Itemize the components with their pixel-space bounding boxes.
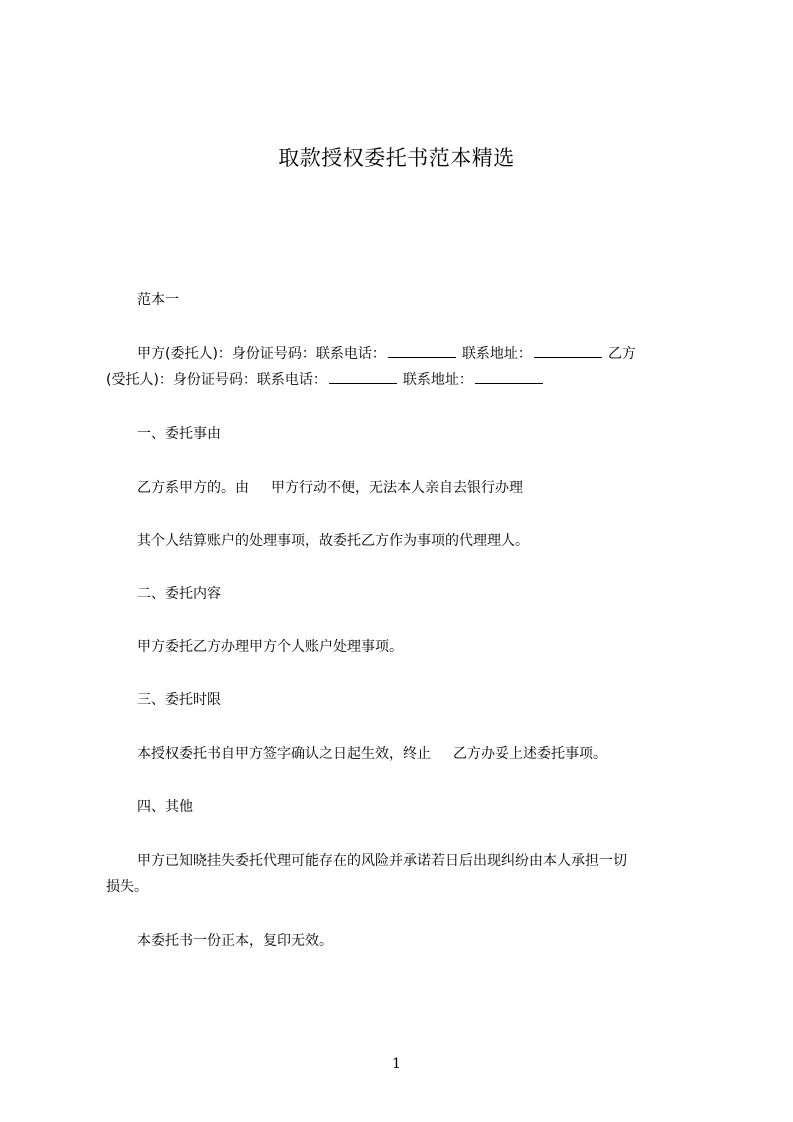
section-1-line-1-b: 甲方行动不便，无法本人亲自去银行办理 [271,480,523,496]
section-4-line-2: 损失。 [106,879,148,895]
party-b-line [106,370,549,390]
section-2-line-1: 甲方委托乙方办理甲方个人账户处理事项。 [137,639,403,655]
party-a-address-blank [534,344,602,358]
document-title: 取款授权委托书范本精选 [278,146,515,170]
party-b-address-blank [475,370,543,384]
section-2-heading: 二、委托内容 [137,586,221,602]
section-1-line-1-a: 乙方系甲方的。由 [137,480,249,496]
party-a-line [137,344,636,364]
party-b-phone-blank [329,370,397,384]
party-a-label: 甲方(委托人)：身份证号码：联系电话： [137,346,386,362]
party-b-prefix: 乙方 [607,346,636,362]
page-number: 1 [392,1056,401,1072]
sample-label: 范本一 [137,292,179,308]
section-3-line-1 [137,744,607,764]
party-b-label: (受托人)：身份证号码：联系电话： [106,372,327,388]
section-1-line-2: 其个人结算账户的处理事项，故委托乙方作为事项的代理理人。 [137,533,529,549]
party-a-address-label: 联系地址： [461,346,532,362]
section-4-line-1: 甲方已知晓挂失委托代理可能存在的风险并承诺若日后出现纠纷由本人承担一切 [137,853,627,869]
section-3-line-1-b: 乙方办妥上述委托事项。 [453,746,607,762]
party-a-phone-blank [388,344,456,358]
section-4-heading: 四、其他 [137,799,193,815]
section-1-line-1 [137,478,523,498]
section-3-line-1-a: 本授权委托书自甲方签字确认之日起生效，终止 [137,746,431,762]
section-1-heading: 一、委托事由 [137,426,221,442]
party-b-address-label: 联系地址： [402,372,473,388]
section-4-line-3: 本委托书一份正本，复印无效。 [137,933,333,949]
section-3-heading: 三、委托时限 [137,692,221,708]
